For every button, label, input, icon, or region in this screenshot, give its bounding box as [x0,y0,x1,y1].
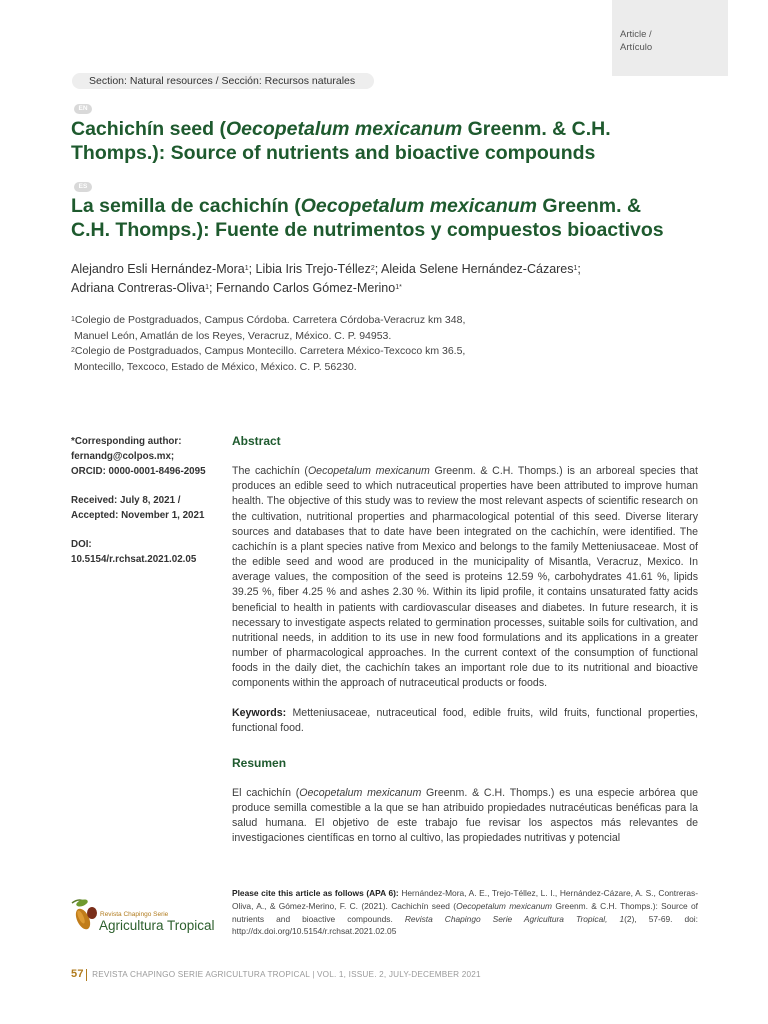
lang-tag-es: ES [74,182,92,192]
citation-doi[interactable]: (2), 57-69. doi: http://dx.doi.org/10.5154/r.rchsat.2021.02.05 [232,913,698,937]
received-date: Received: July 8, 2021 / [71,495,181,506]
citation-text: Greenm. & C.H. Thomps.): Source of nutrients and bioactive compounds. [232,900,698,924]
keywords-text: Metteniusaceae, nutraceutical food, edible fruits, wild fruits, functional properties, functional food. [232,706,698,734]
dates [71,493,216,523]
lang-tag-en: EN [74,104,92,114]
corresponding-email[interactable]: fernandg@colpos.mx; [71,451,175,462]
title-en-post: Greenm. & C.H. Thomps.): Source of nutrients and bioactive compounds [71,118,611,164]
citation-text: Hernández-Mora, A. E., Trejo-Téllez, L. I., Hernández-Cázare, A. S., Contreras-Oliva, A., & Gómez-Merino, F. C. (2021). Cachichín seed ( [232,888,698,911]
article-type-en: Article / [620,29,652,40]
title-es-species: Oecopetalum mexicanum [300,195,538,217]
affiliation-line: Colegio de Postgraduados, Campus Montecillo. Carretera México-Texcoco km 36.5, [74,345,466,357]
page-footer [71,968,481,981]
logo-title: Agricultura Tropical [99,918,215,933]
author-affil-mark: 1* [395,284,402,291]
journal-logo [70,895,220,937]
keywords-label: Keywords: [232,706,287,719]
doi-label: DOI: [71,539,92,550]
abstract-species: Oecopetalum mexicanum [307,465,430,478]
author-affil-mark: 1 [244,265,249,272]
orcid-id[interactable]: ORCID: 0000-0001-8496-2095 [71,466,206,477]
corresponding-author [71,434,216,479]
author-name: Adriana Contreras-Oliva [71,281,206,295]
citation-species: Oecopetalum mexicanum [456,900,553,911]
author-name: Alejandro Esli Hernández-Mora [71,262,245,276]
accepted-date: Accepted: November 1, 2021 [71,510,205,521]
citation-label: Please cite this article as follows (APA 6): [232,888,399,898]
resumen-text: Greenm. & C.H. Thomps.) es una especie arbórea que produce semilla comestible a la que se han atribuido propiedades nutracéuticas benéficas para la salud humana. El objetivo de este trabajo fue revisar los aspectos más relevantes de investigaciones científicas en torno al cultivo, las propiedades nutritivas y potencial [232,786,698,845]
citation-note [232,887,698,938]
cacao-pod-icon [70,895,220,937]
footer-divider [86,969,88,981]
logo-subtitle: Revista Chapingo Serie [100,911,169,918]
keywords [232,706,698,736]
affiliation-2 [71,344,501,360]
author-name: ; Aleida Selene Hernández-Cázares [374,262,574,276]
resumen-species: Oecopetalum mexicanum [299,786,422,799]
author-list [71,260,671,298]
affiliation-mark: 2 [71,347,75,354]
abstract-text: The cachichín ( [232,465,308,478]
resumen-text: El cachichín ( [232,786,300,799]
title-es [71,194,671,242]
author-separator: ; [577,262,581,276]
title-en-pre: Cachichín seed ( [71,118,226,140]
title-es-post: Greenm. & C.H. Thomps.): Fuente de nutrimentos y compuestos bioactivos [71,195,664,241]
abstract-heading: Abstract [232,434,281,448]
affiliation-line: Manuel León, Amatlán de los Reyes, Veracruz, México. C. P. 94953. [74,329,392,342]
page-number: 57 [71,968,84,980]
affiliation-line: Colegio de Postgraduados, Campus Córdoba. Carretera Córdoba-Veracruz km 348, [74,314,466,326]
author-affil-mark: 2 [370,265,375,272]
abstract-text: Greenm. & C.H. Thomps.) is an arboreal species that produces an edible seed to which nutraceutical properties have been attributed to improve human health. The objective of this study was to review the most relevant aspects of scientific research on the cultivation, nutritional properties and pharmacological potential of this seed. Diverse literary sources and databases that to date have been integrated on the cachichín, were identified. The cachichín is a plant species native from Mexico and belongs to the family Metteniusaceae. Most of the edible seed and wood are produced in the municipality of Misantla, Veracruz, Mexico. In average values, the composition of the seed is proteins 12.59 %, carbohydrates 41.61 %, lipids 39.25 %, fiber 4.25 % and ashes 2.30 %. Within its lipid profile, it contains unsaturated fatty acids beneficial to health in patients with cardiovascular diseases and diabetes. In future research, it is necessary to investigate aspects related to germination processes, suitable soils for cultivation, and nutritional needs, in addition to its use in new food formulations and its applications in a greater number of pharmacological approaches. In the current context of the consumption of functional foods in the daily diet, the cachichín takes an important role due to its nutritional and bioactive components within the approach of nutraceutical products or foods. [232,465,698,690]
doi-link[interactable]: 10.5154/r.rchsat.2021.02.05 [71,554,197,565]
resumen-heading: Resumen [232,755,287,770]
affiliation-mark: 1 [71,316,75,323]
section-label: Section: Natural resources / Sección: Recursos naturales [72,73,374,89]
corresponding-label: *Corresponding author: [71,436,182,447]
author-affil-mark: 1 [205,284,209,291]
article-type-es: Artículo [620,42,653,53]
article-info-sidebar [71,434,216,581]
affiliation-line: Montecillo, Texcoco, Estado de México, México. C. P. 56230. [74,360,357,373]
resumen-body [232,786,698,847]
footer-journal-info: REVISTA CHAPINGO SERIE AGRICULTURA TROPICAL | VOL. 1, ISSUE. 2, JULY-DECEMBER 2021 [92,970,481,979]
citation-journal: Revista Chapingo Serie Agricultura Tropical, 1 [404,913,625,924]
title-es-pre: La semilla de cachichín ( [71,195,301,217]
affiliations [71,313,501,375]
title-en-species: Oecopetalum mexicanum [225,118,463,140]
author-name: ; Libia Iris Trejo-Téllez [248,262,371,276]
author-affil-mark: 1 [573,265,578,272]
affiliation-1 [71,313,501,329]
main-column [232,434,698,847]
title-en [71,117,671,165]
article-type-tab [612,0,728,76]
doi [71,537,216,567]
author-name: ; Fernando Carlos Gómez-Merino [209,281,396,295]
abstract-body [232,464,698,691]
